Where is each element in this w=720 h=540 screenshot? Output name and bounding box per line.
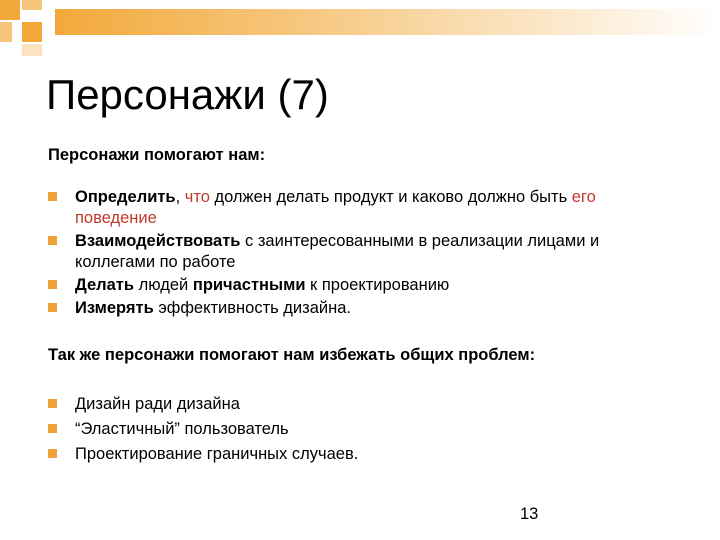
bullet-list-1	[48, 187, 678, 319]
square-bullet-icon	[48, 424, 57, 433]
square-bullet-icon	[48, 449, 57, 458]
decor-square-4	[22, 22, 42, 42]
square-bullet-icon	[48, 303, 57, 312]
list-item: Измерять эффективность дизайна.	[48, 298, 678, 319]
slide-content	[48, 145, 678, 465]
decor-square-1	[0, 0, 20, 20]
decor-square-2	[22, 0, 42, 10]
square-bullet-icon	[48, 399, 57, 408]
list-item: Дизайн ради дизайна	[48, 394, 678, 415]
intro-heading: Персонажи помогают нам:	[48, 146, 266, 164]
decor-square-5	[22, 44, 42, 56]
square-bullet-icon	[48, 192, 57, 201]
list-item: Определить, что должен делать продукт и каково должно быть его поведение	[48, 187, 678, 229]
list-item: Проектирование граничных случаев.	[48, 444, 678, 465]
decor-square-3	[0, 22, 12, 42]
square-bullet-icon	[48, 236, 57, 245]
list-item: Делать людей причастными к проектированию	[48, 275, 678, 296]
list-item: “Эластичный” пользователь	[48, 419, 678, 440]
header-gradient-bar	[55, 9, 720, 35]
list-item: Взаимодействовать с заинтересованными в реализации лицами и коллегами по работе	[48, 231, 678, 273]
bullet-list-2	[48, 394, 678, 465]
page-number: 13	[520, 505, 539, 523]
second-heading: Так же персонажи помогают нам избежать общих проблем:	[48, 346, 536, 364]
square-bullet-icon	[48, 280, 57, 289]
slide-title: Персонажи (7)	[46, 71, 329, 118]
